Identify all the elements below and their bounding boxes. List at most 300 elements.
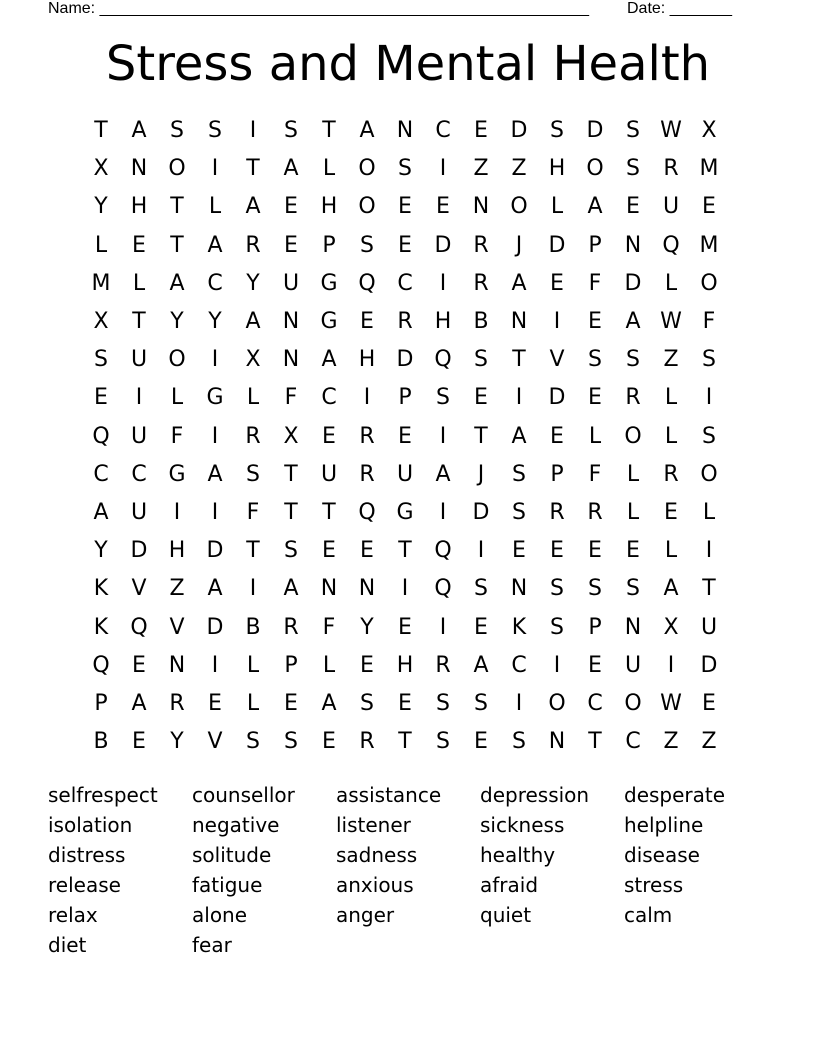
grid-letter: C xyxy=(511,652,527,678)
grid-letter: I xyxy=(249,576,257,602)
grid-letter: L xyxy=(322,156,336,182)
grid-letter: E xyxy=(398,423,412,449)
grid-letter: E xyxy=(284,194,298,220)
grid-letter: L xyxy=(664,538,678,564)
grid-row xyxy=(82,570,728,608)
grid-letter: E xyxy=(588,385,602,411)
grid-letter: L xyxy=(322,652,336,678)
grid-letter: T xyxy=(170,232,184,258)
grid-letter: N xyxy=(320,576,338,602)
grid-letter: O xyxy=(168,156,186,182)
grid-letter: R xyxy=(359,423,375,449)
grid-letter: S xyxy=(398,156,412,182)
grid-letter: L xyxy=(664,270,678,296)
grid-letter: T xyxy=(702,576,716,602)
grid-letter: F xyxy=(588,270,602,296)
grid-letter: Y xyxy=(94,538,108,564)
grid-letter: D xyxy=(548,385,566,411)
grid-letter: A xyxy=(131,690,147,716)
grid-letter: A xyxy=(511,423,527,449)
grid-letter: Z xyxy=(701,729,717,755)
grid-letter: P xyxy=(550,461,564,487)
grid-letter: P xyxy=(398,385,412,411)
grid-letter: L xyxy=(550,194,564,220)
grid-letter: N xyxy=(510,576,528,602)
grid-letter: S xyxy=(436,690,450,716)
grid-letter: R xyxy=(245,232,261,258)
grid-letter: H xyxy=(130,194,148,220)
grid-letter: N xyxy=(282,309,300,335)
grid-letter: V xyxy=(207,729,223,755)
date-field-line: Date: _______ xyxy=(627,0,732,17)
grid-letter: N xyxy=(358,576,376,602)
grid-letter: U xyxy=(282,270,300,296)
grid-letter: T xyxy=(170,194,184,220)
grid-letter: C xyxy=(93,461,109,487)
grid-letter: R xyxy=(435,652,451,678)
grid-letter: O xyxy=(548,690,566,716)
letter-grid xyxy=(82,112,728,761)
grid-letter: E xyxy=(398,232,412,258)
grid-letter: L xyxy=(208,194,222,220)
grid-letter: E xyxy=(360,538,374,564)
word-bank-item: assistance xyxy=(336,783,442,807)
grid-letter: A xyxy=(245,194,261,220)
word-bank-item: anxious xyxy=(336,873,414,897)
name-field-line: Name: _______________________________________________________ xyxy=(48,0,589,17)
grid-letter: S xyxy=(512,461,526,487)
grid-letter: I xyxy=(553,309,561,335)
grid-letter: A xyxy=(511,270,527,296)
grid-letter: K xyxy=(93,614,109,640)
word-bank-item: sadness xyxy=(336,843,418,867)
grid-letter: Y xyxy=(360,614,374,640)
grid-letter: A xyxy=(625,309,641,335)
grid-letter: Q xyxy=(434,576,452,602)
grid-row xyxy=(82,685,728,723)
grid-letter: S xyxy=(360,232,374,258)
grid-letter: S xyxy=(702,423,716,449)
grid-row xyxy=(82,418,728,456)
grid-letter: E xyxy=(398,690,412,716)
word-bank-item: anger xyxy=(336,903,395,927)
grid-letter: I xyxy=(211,652,219,678)
grid-letter: O xyxy=(358,156,376,182)
word-bank-item: stress xyxy=(624,873,684,897)
grid-letter: I xyxy=(173,499,181,525)
grid-letter: T xyxy=(322,499,336,525)
grid-letter: Q xyxy=(434,538,452,564)
grid-letter: F xyxy=(588,461,602,487)
grid-letter: C xyxy=(131,461,147,487)
grid-letter: E xyxy=(436,194,450,220)
grid-letter: I xyxy=(249,118,257,144)
grid-letter: I xyxy=(439,499,447,525)
grid-letter: C xyxy=(435,118,451,144)
grid-letter: L xyxy=(246,652,260,678)
grid-letter: F xyxy=(246,499,260,525)
grid-letter: R xyxy=(625,385,641,411)
word-bank-item: disease xyxy=(624,843,700,867)
grid-letter: A xyxy=(131,118,147,144)
grid-letter: H xyxy=(396,652,414,678)
word-bank-item: counsellor xyxy=(192,783,295,807)
grid-letter: D xyxy=(206,614,224,640)
grid-letter: Q xyxy=(434,347,452,373)
word-bank-item: helpline xyxy=(624,813,704,837)
grid-letter: A xyxy=(245,309,261,335)
grid-letter: Z xyxy=(473,156,489,182)
grid-letter: X xyxy=(245,347,261,373)
grid-letter: S xyxy=(626,118,640,144)
grid-letter: T xyxy=(512,347,526,373)
grid-letter: E xyxy=(94,385,108,411)
grid-letter: D xyxy=(206,538,224,564)
grid-letter: L xyxy=(170,385,184,411)
grid-letter: A xyxy=(207,232,223,258)
grid-letter: R xyxy=(245,423,261,449)
grid-letter: I xyxy=(477,538,485,564)
grid-letter: L xyxy=(246,690,260,716)
grid-letter: E xyxy=(284,690,298,716)
grid-letter: S xyxy=(94,347,108,373)
grid-letter: T xyxy=(588,729,602,755)
grid-letter: G xyxy=(168,461,186,487)
grid-letter: S xyxy=(626,156,640,182)
grid-letter: P xyxy=(588,614,602,640)
grid-row xyxy=(82,303,728,341)
grid-letter: K xyxy=(93,576,109,602)
grid-letter: S xyxy=(284,538,298,564)
grid-letter: O xyxy=(700,461,718,487)
grid-letter: E xyxy=(664,499,678,525)
grid-letter: Y xyxy=(170,309,184,335)
grid-row xyxy=(82,494,728,532)
grid-letter: C xyxy=(587,690,603,716)
grid-letter: L xyxy=(626,461,640,487)
grid-letter: E xyxy=(474,614,488,640)
word-bank-item: listener xyxy=(336,813,411,837)
grid-letter: E xyxy=(322,538,336,564)
grid-letter: Q xyxy=(130,614,148,640)
grid-letter: I xyxy=(439,614,447,640)
grid-letter: A xyxy=(93,499,109,525)
grid-letter: L xyxy=(588,423,602,449)
grid-letter: R xyxy=(587,499,603,525)
word-bank-item: depression xyxy=(480,783,590,807)
grid-letter: T xyxy=(398,538,412,564)
grid-letter: E xyxy=(398,194,412,220)
grid-letter: E xyxy=(588,538,602,564)
grid-row xyxy=(82,456,728,494)
grid-letter: I xyxy=(363,385,371,411)
grid-letter: D xyxy=(510,118,528,144)
grid-letter: G xyxy=(396,499,414,525)
grid-letter: I xyxy=(705,538,713,564)
grid-letter: D xyxy=(472,499,490,525)
grid-letter: E xyxy=(512,538,526,564)
grid-row xyxy=(82,265,728,303)
grid-row xyxy=(82,341,728,379)
grid-letter: T xyxy=(246,538,260,564)
word-bank xyxy=(48,780,788,960)
grid-letter: A xyxy=(473,652,489,678)
grid-letter: K xyxy=(511,614,527,640)
grid-letter: S xyxy=(512,499,526,525)
grid-letter: F xyxy=(322,614,336,640)
grid-letter: P xyxy=(94,690,108,716)
grid-letter: X xyxy=(701,118,717,144)
grid-letter: I xyxy=(211,423,219,449)
word-bank-item: afraid xyxy=(480,873,539,897)
grid-letter: X xyxy=(93,156,109,182)
grid-letter: X xyxy=(93,309,109,335)
grid-letter: S xyxy=(626,576,640,602)
grid-letter: I xyxy=(401,576,409,602)
grid-letter: O xyxy=(510,194,528,220)
word-bank-item: sickness xyxy=(480,813,565,837)
grid-letter: Q xyxy=(662,232,680,258)
grid-letter: T xyxy=(132,309,146,335)
grid-letter: H xyxy=(358,347,376,373)
grid-letter: S xyxy=(474,690,488,716)
grid-letter: S xyxy=(626,347,640,373)
grid-letter: R xyxy=(397,309,413,335)
grid-letter: S xyxy=(512,729,526,755)
grid-row xyxy=(82,188,728,226)
grid-letter: S xyxy=(284,118,298,144)
grid-letter: N xyxy=(168,652,186,678)
grid-letter: D xyxy=(130,538,148,564)
grid-letter: T xyxy=(474,423,488,449)
grid-letter: R xyxy=(283,614,299,640)
grid-letter: M xyxy=(699,156,719,182)
word-bank-item: release xyxy=(48,873,121,897)
grid-letter: I xyxy=(211,499,219,525)
grid-letter: E xyxy=(550,270,564,296)
grid-letter: T xyxy=(284,461,298,487)
grid-letter: W xyxy=(660,118,682,144)
grid-letter: L xyxy=(626,499,640,525)
grid-letter: D xyxy=(396,347,414,373)
grid-letter: W xyxy=(660,309,682,335)
grid-letter: C xyxy=(207,270,223,296)
grid-letter: Y xyxy=(246,270,260,296)
grid-letter: A xyxy=(283,156,299,182)
grid-letter: T xyxy=(246,156,260,182)
grid-row xyxy=(82,723,728,761)
grid-letter: I xyxy=(515,690,523,716)
grid-letter: B xyxy=(245,614,261,640)
grid-letter: I xyxy=(135,385,143,411)
grid-letter: O xyxy=(700,270,718,296)
grid-letter: E xyxy=(550,538,564,564)
grid-letter: N xyxy=(396,118,414,144)
grid-letter: U xyxy=(130,499,148,525)
word-bank-item: calm xyxy=(624,903,673,927)
grid-letter: E xyxy=(474,385,488,411)
grid-letter: V xyxy=(549,347,565,373)
grid-letter: S xyxy=(550,576,564,602)
grid-letter: O xyxy=(586,156,604,182)
word-bank-item: fear xyxy=(192,933,232,957)
grid-letter: I xyxy=(439,423,447,449)
grid-letter: G xyxy=(206,385,224,411)
grid-letter: F xyxy=(170,423,184,449)
grid-letter: R xyxy=(473,270,489,296)
grid-letter: N xyxy=(510,309,528,335)
grid-letter: B xyxy=(93,729,109,755)
grid-letter: F xyxy=(702,309,716,335)
word-bank-item: distress xyxy=(48,843,126,867)
grid-letter: E xyxy=(474,118,488,144)
grid-letter: N xyxy=(548,729,566,755)
word-bank-item: isolation xyxy=(48,813,133,837)
grid-letter: A xyxy=(435,461,451,487)
grid-letter: I xyxy=(439,156,447,182)
grid-letter: L xyxy=(132,270,146,296)
grid-row xyxy=(82,112,728,150)
grid-letter: Z xyxy=(663,729,679,755)
grid-letter: E xyxy=(474,729,488,755)
grid-letter: S xyxy=(284,729,298,755)
grid-row xyxy=(82,532,728,570)
grid-letter: X xyxy=(663,614,679,640)
grid-row xyxy=(82,227,728,265)
grid-letter: A xyxy=(207,461,223,487)
grid-letter: S xyxy=(360,690,374,716)
grid-letter: S xyxy=(246,461,260,487)
grid-letter: D xyxy=(434,232,452,258)
grid-letter: E xyxy=(702,194,716,220)
grid-letter: E xyxy=(626,538,640,564)
grid-letter: S xyxy=(702,347,716,373)
grid-letter: T xyxy=(398,729,412,755)
grid-letter: J xyxy=(515,232,523,258)
grid-letter: X xyxy=(283,423,299,449)
word-bank-item: relax xyxy=(48,903,98,927)
grid-letter: E xyxy=(626,194,640,220)
grid-letter: N xyxy=(624,232,642,258)
word-bank-item: desperate xyxy=(624,783,726,807)
grid-letter: R xyxy=(359,461,375,487)
grid-letter: I xyxy=(439,270,447,296)
word-bank-item: alone xyxy=(192,903,248,927)
grid-letter: I xyxy=(515,385,523,411)
grid-letter: A xyxy=(663,576,679,602)
grid-letter: P xyxy=(284,652,298,678)
grid-letter: C xyxy=(625,729,641,755)
grid-letter: M xyxy=(91,270,111,296)
grid-row xyxy=(82,379,728,417)
grid-letter: E xyxy=(208,690,222,716)
word-bank-item: selfrespect xyxy=(48,783,158,807)
grid-letter: R xyxy=(359,729,375,755)
grid-letter: E xyxy=(588,309,602,335)
grid-letter: E xyxy=(702,690,716,716)
word-bank-item: solitude xyxy=(192,843,272,867)
grid-letter: D xyxy=(548,232,566,258)
grid-letter: L xyxy=(664,423,678,449)
grid-letter: E xyxy=(360,309,374,335)
grid-row xyxy=(82,647,728,685)
grid-row xyxy=(82,608,728,646)
grid-letter: O xyxy=(358,194,376,220)
word-bank-item: diet xyxy=(48,933,87,957)
grid-letter: O xyxy=(168,347,186,373)
grid-letter: E xyxy=(322,729,336,755)
grid-letter: G xyxy=(320,270,338,296)
grid-letter: I xyxy=(211,347,219,373)
grid-letter: S xyxy=(550,118,564,144)
grid-letter: E xyxy=(360,652,374,678)
grid-letter: L xyxy=(246,385,260,411)
grid-letter: I xyxy=(553,652,561,678)
grid-letter: E xyxy=(550,423,564,449)
grid-letter: S xyxy=(436,729,450,755)
grid-letter: A xyxy=(321,347,337,373)
grid-letter: A xyxy=(169,270,185,296)
grid-letter: S xyxy=(246,729,260,755)
grid-letter: Q xyxy=(358,270,376,296)
puzzle-title: Stress and Mental Health xyxy=(105,36,711,92)
grid-letter: V xyxy=(131,576,147,602)
grid-letter: Y xyxy=(94,194,108,220)
grid-letter: Z xyxy=(169,576,185,602)
grid-letter: S xyxy=(170,118,184,144)
grid-letter: R xyxy=(473,232,489,258)
grid-letter: J xyxy=(477,461,485,487)
grid-letter: R xyxy=(663,461,679,487)
grid-letter: Z xyxy=(663,347,679,373)
word-bank-item: fatigue xyxy=(192,873,263,897)
grid-letter: S xyxy=(588,576,602,602)
grid-row xyxy=(82,150,728,188)
grid-letter: S xyxy=(550,614,564,640)
grid-letter: D xyxy=(586,118,604,144)
grid-letter: Q xyxy=(92,423,110,449)
grid-letter: I xyxy=(211,156,219,182)
grid-letter: H xyxy=(168,538,186,564)
grid-letter: Y xyxy=(170,729,184,755)
grid-letter: E xyxy=(284,232,298,258)
grid-letter: U xyxy=(700,614,718,640)
word-bank-item: negative xyxy=(192,813,280,837)
grid-letter: U xyxy=(396,461,414,487)
grid-letter: A xyxy=(587,194,603,220)
grid-letter: O xyxy=(624,690,642,716)
grid-letter: G xyxy=(320,309,338,335)
grid-letter: L xyxy=(94,232,108,258)
grid-letter: R xyxy=(663,156,679,182)
grid-letter: D xyxy=(700,652,718,678)
grid-letter: T xyxy=(284,499,298,525)
grid-letter: W xyxy=(660,690,682,716)
grid-letter: V xyxy=(169,614,185,640)
grid-letter: Q xyxy=(358,499,376,525)
grid-letter: H xyxy=(320,194,338,220)
grid-letter: E xyxy=(398,614,412,640)
grid-letter: E xyxy=(132,652,146,678)
grid-letter: O xyxy=(624,423,642,449)
grid-letter: S xyxy=(474,576,488,602)
grid-letter: N xyxy=(624,614,642,640)
grid-letter: I xyxy=(705,385,713,411)
grid-letter: E xyxy=(132,232,146,258)
grid-letter: N xyxy=(472,194,490,220)
grid-letter: D xyxy=(624,270,642,296)
grid-letter: E xyxy=(132,729,146,755)
